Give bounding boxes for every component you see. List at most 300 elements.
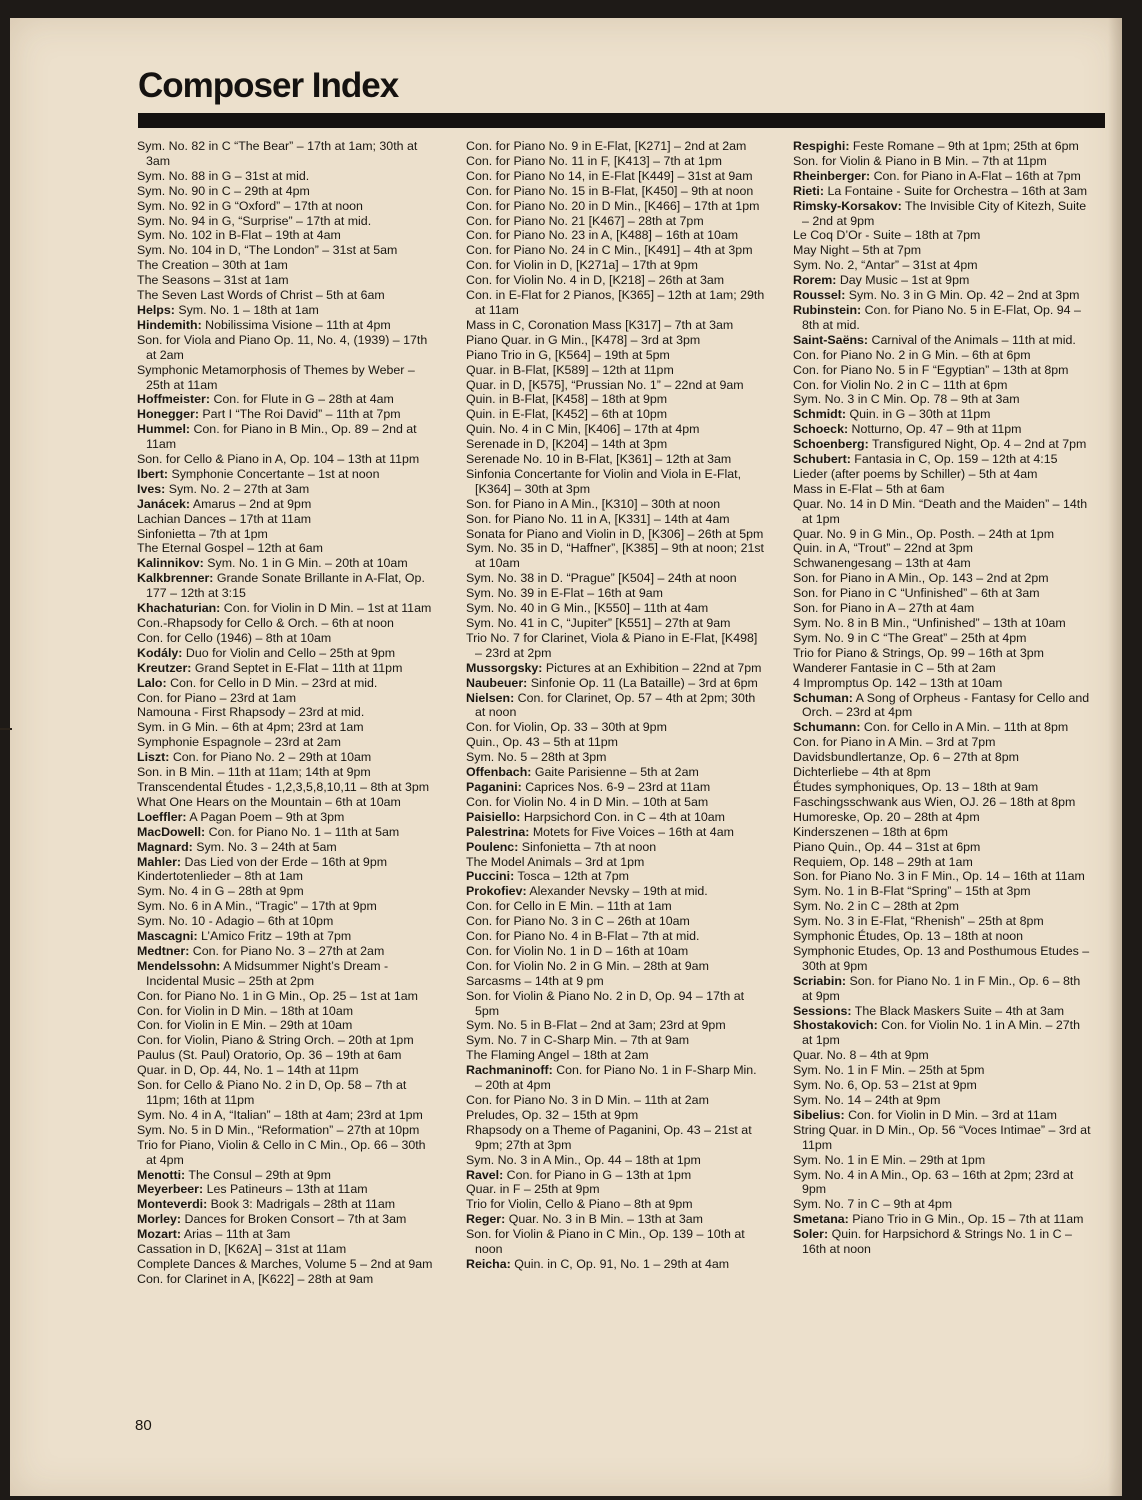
index-entry — [793, 303, 1093, 333]
index-entry — [793, 169, 1093, 184]
index-entry — [137, 780, 437, 795]
index-entry — [466, 616, 766, 631]
index-entry — [137, 691, 437, 706]
work-listing: Motets for Five Voices – 16th at 4am — [532, 824, 734, 839]
work-listing: Symphonie Concertante – 1st at noon — [171, 466, 380, 481]
index-entry — [793, 437, 1093, 452]
work-listing: Les Patineurs – 13th at 11am — [206, 1182, 368, 1197]
index-entry — [137, 959, 437, 989]
index-entry — [793, 869, 1093, 884]
work-listing: Sym. No. 1 in E Min. – 29th at 1pm — [793, 1152, 986, 1167]
work-listing: Sym. No. 3 in G Min. Op. 42 – 2nd at 3pm — [848, 288, 1080, 303]
work-listing: Trio for Piano, Violin & Cello in C Min., Op. 66 – 30th at 4pm — [137, 1137, 426, 1167]
work-listing: Serenade No. 10 in B-Flat, [K361] – 12th at 3am — [466, 452, 732, 467]
work-listing: Sym. No. 2 in C – 28th at 2pm — [793, 899, 959, 914]
work-listing: Son. for Piano in A – 27th at 4am — [793, 601, 975, 616]
work-listing: Faschingsschwank aus Wien, OJ. 26 – 18th at 8pm — [793, 794, 1076, 809]
index-entry — [137, 914, 437, 929]
work-listing: Con. for Cello in D Min. – 23rd at mid. — [170, 675, 378, 690]
index-entry — [466, 527, 766, 542]
work-listing: A Song of Orpheus - Fantasy for Cello and Orch. – 23rd at 4pm — [802, 690, 1090, 720]
composer-name: Schoeck: — [793, 422, 849, 437]
index-entry — [793, 944, 1093, 974]
work-listing: Mass in E-Flat – 5th at 6am — [793, 481, 945, 496]
index-entry — [137, 765, 437, 780]
index-entry — [137, 989, 437, 1004]
composer-name: Ibert: — [137, 466, 168, 481]
index-entry — [466, 497, 766, 512]
work-listing: Son. for Piano in C “Unfinished” – 6th at 3am — [793, 586, 1040, 601]
composer-name: Sibelius: — [793, 1107, 845, 1122]
index-entry — [466, 258, 766, 273]
work-listing: Con. for Violin No. 4 in D Min. – 10th at 5am — [466, 794, 709, 809]
index-entry — [793, 884, 1093, 899]
composer-name: Scriabin: — [793, 973, 847, 988]
work-listing: Sym. No. 92 in G “Oxford” – 17th at noon — [137, 198, 363, 213]
index-entry — [137, 869, 437, 884]
work-listing: Quin. No. 4 in C Min, [K406] – 17th at 4pm — [466, 422, 700, 437]
index-entry — [793, 1168, 1093, 1198]
index-entry — [466, 1212, 766, 1227]
composer-name: Liszt: — [137, 750, 170, 765]
composer-name: Hoffmeister: — [137, 392, 210, 407]
index-entry — [466, 691, 766, 721]
work-listing: Con. for Piano in B Min., Op. 89 – 2nd at 11am — [146, 422, 417, 452]
work-listing: Études symphoniques, Op. 13 – 18th at 9am — [793, 779, 1039, 794]
index-entry — [137, 467, 437, 482]
page-edge-shadow — [1108, 18, 1122, 1496]
index-entry — [137, 884, 437, 899]
work-listing: Quin. in E-Flat, [K452] – 6th at 10pm — [466, 407, 668, 422]
composer-name: Rubinstein: — [793, 302, 862, 317]
index-entry — [137, 169, 437, 184]
composer-name: Soler: — [793, 1227, 829, 1242]
index-entry — [466, 1153, 766, 1168]
work-listing: Con. for Piano No. 1 in G Min., Op. 25 – 1st at 1am — [137, 988, 418, 1003]
work-listing: Con. for Piano No. 3 – 27th at 2am — [192, 943, 385, 958]
composer-name: Khachaturian: — [137, 601, 221, 616]
work-listing: Con. for Violin in E Min. – 29th at 10am — [137, 1018, 353, 1033]
work-listing: Preludes, Op. 32 – 15th at 9pm — [466, 1107, 639, 1122]
index-entry — [137, 392, 437, 407]
composer-name: Offenbach: — [466, 765, 532, 780]
work-listing: L’Amico Fritz – 19th at 7pm — [201, 929, 352, 944]
work-listing: Sym. No. 40 in G Min., [K550] – 11th at 4am — [466, 601, 709, 616]
composer-name: Hindemith: — [137, 317, 202, 332]
composer-name: Smetana: — [793, 1212, 849, 1227]
index-entry — [793, 497, 1093, 527]
work-listing: Son. for Violin & Piano in B Min. – 7th at 11pm — [793, 153, 1047, 168]
index-entry — [793, 288, 1093, 303]
index-column-1 — [137, 139, 437, 1287]
index-entry — [137, 1257, 437, 1272]
composer-name: Rheinberger: — [793, 168, 871, 183]
composer-name: Loeffler: — [137, 809, 187, 824]
work-listing: Part I “The Roi David” – 11th at 7pm — [202, 407, 401, 422]
index-entry — [137, 363, 437, 393]
work-listing: Wanderer Fantasie in C – 5th at 2am — [793, 660, 996, 675]
index-entry — [137, 661, 437, 676]
work-listing: Son. for Piano No. 11 in A, [K331] – 14th at 4am — [466, 511, 730, 526]
work-listing: Con. for Piano No. 5 in E-Flat, Op. 94 – 8th at mid. — [802, 302, 1081, 332]
composer-name: Kodály: — [137, 645, 183, 660]
work-listing: Sym. No. 3 in A Min., Op. 44 – 18th at 1pm — [466, 1152, 701, 1167]
work-listing: Feste Romane – 9th at 1pm; 25th at 6pm — [852, 139, 1079, 153]
composer-name: Schumann: — [793, 720, 861, 735]
work-listing: Quar. No. 9 in G Min., Op. Posth. – 24th at 1pm — [793, 526, 1055, 541]
work-listing: Con. for Piano No. 23 in A, [K488] – 16th at 10am — [466, 228, 739, 243]
work-listing: The Consul – 29th at 9pm — [188, 1167, 331, 1182]
work-listing: Sym. No. 1 – 18th at 1am — [178, 302, 319, 317]
index-entry — [137, 1197, 437, 1212]
work-listing: Sym. No. 41 in C, “Jupiter” [K551] – 27th at 9am — [466, 616, 731, 630]
work-listing: Con. for Piano No. 2 in G Min. – 6th at 6pm — [793, 347, 1031, 362]
work-listing: The Flaming Angel – 18th at 2am — [466, 1048, 649, 1063]
index-entry — [466, 765, 766, 780]
index-entry — [137, 452, 437, 467]
work-listing: Gaite Parisienne – 5th at 2am — [534, 765, 699, 780]
index-entry — [137, 422, 437, 452]
work-listing: Son. for Piano in A Min., Op. 143 – 2nd at 2pm — [793, 571, 1049, 586]
work-listing: Lieder (after poems by Schiller) – 5th at 4am — [793, 466, 1038, 481]
index-entry — [793, 646, 1093, 661]
composer-name: Honegger: — [137, 407, 199, 422]
composer-name: Schmidt: — [793, 407, 847, 422]
work-listing: Das Lied von der Erde – 16th at 9pm — [184, 854, 388, 869]
index-entry — [466, 750, 766, 765]
index-entry — [137, 139, 437, 169]
work-listing: Sym. No. 104 in D, “The London” – 31st at 5am — [137, 243, 398, 258]
index-entry — [137, 228, 437, 243]
index-entry — [793, 258, 1093, 273]
index-entry — [466, 601, 766, 616]
composer-name: Kalinnikov: — [137, 556, 204, 571]
index-entry — [793, 333, 1093, 348]
margin-tick — [0, 728, 12, 730]
work-listing: Complete Dances & Marches, Volume 5 – 2nd at 9am — [137, 1256, 433, 1271]
work-listing: Book 3: Madrigals – 28th at 11am — [210, 1197, 396, 1212]
index-entry — [466, 571, 766, 586]
work-listing: Con. for Piano No. 1 in F-Sharp Min. – 20th at 4pm — [475, 1063, 757, 1093]
index-entry — [793, 482, 1093, 497]
index-entry — [466, 929, 766, 944]
work-listing: Transfigured Night, Op. 4 – 2nd at 7pm — [871, 437, 1087, 452]
work-listing: Con. for Violin No. 4 in D, [K218] – 26th at 3am — [466, 273, 725, 288]
composer-name: Palestrina: — [466, 824, 530, 839]
work-listing: Sym. in G Min. – 6th at 4pm; 23rd at 1am — [137, 720, 364, 735]
work-listing: Con. for Piano No. 20 in D Min., [K466] – 17th at 1pm — [466, 198, 760, 213]
work-listing: Con. for Violin in D, [K271a] – 17th at 9pm — [466, 258, 698, 273]
index-entry — [466, 855, 766, 870]
composer-name: Paganini: — [466, 779, 522, 794]
index-entry — [793, 1063, 1093, 1078]
work-listing: Piano Quin., Op. 44 – 31st at 6pm — [793, 839, 981, 854]
work-listing: Sym. No. 3 in E-Flat, “Rhenish” – 25th at 8pm — [793, 914, 1044, 929]
index-entry — [466, 541, 766, 571]
work-listing: Con. for Violin, Op. 33 – 30th at 9pm — [466, 720, 667, 735]
work-listing: Duo for Violin and Cello – 25th at 9pm — [185, 645, 396, 660]
index-entry — [137, 482, 437, 497]
index-entry — [137, 601, 437, 616]
composer-name: Hummel: — [137, 422, 191, 437]
index-entry — [137, 1048, 437, 1063]
index-entry — [466, 452, 766, 467]
composer-name: Lalo: — [137, 675, 167, 690]
index-entry — [137, 825, 437, 840]
work-listing: Sym. No. 90 in C – 29th at 4pm — [137, 183, 310, 198]
work-listing: Symphonic Metamorphosis of Themes by Weber – 25th at 11am — [137, 362, 415, 392]
index-entry — [466, 869, 766, 884]
work-listing: Con. for Cello in A Min. – 11th at 8pm — [863, 720, 1069, 735]
work-listing: Sym. No. 7 in C-Sharp Min. – 7th at 9am — [466, 1033, 690, 1048]
composer-name: Reicha: — [466, 1256, 511, 1271]
work-listing: A Midsummer Night’s Dream - Incidental Music – 25th at 2pm — [146, 958, 389, 988]
composer-name: Meyerbeer: — [137, 1182, 204, 1197]
work-listing: Quin. in C, Op. 91, No. 1 – 29th at 4am — [514, 1256, 730, 1271]
index-entry — [466, 944, 766, 959]
work-listing: Con. for Piano No. 4 in B-Flat – 7th at mid. — [466, 929, 700, 944]
index-entry — [137, 407, 437, 422]
work-listing: Quar. in F – 25th at 9pm — [466, 1182, 600, 1197]
work-listing: Con. for Piano No. 3 in D Min. – 11th at 2am — [466, 1093, 709, 1107]
index-entry — [137, 1123, 437, 1138]
index-entry — [137, 750, 437, 765]
work-listing: 4 Impromptus Op. 142 – 13th at 10am — [793, 675, 1003, 690]
composer-name: Mahler: — [137, 854, 182, 869]
work-listing: Sinfonie Op. 11 (La Bataille) – 3rd at 6pm — [530, 675, 758, 690]
index-entry — [466, 333, 766, 348]
index-entry — [793, 1078, 1093, 1093]
index-entry — [137, 676, 437, 691]
index-entry — [137, 318, 437, 333]
index-entry — [466, 959, 766, 974]
index-entry — [137, 333, 437, 363]
index-entry — [466, 676, 766, 691]
index-entry — [137, 944, 437, 959]
index-entry — [466, 1197, 766, 1212]
index-entry — [466, 154, 766, 169]
index-entry — [137, 497, 437, 512]
work-listing: Con. for Violin No. 1 in A Min. – 27th at 1pm — [802, 1018, 1080, 1048]
work-listing: Sym. No. 9 in C “The Great” – 25th at 4pm — [793, 630, 1027, 645]
work-listing: String Quar. in D Min., Op. 56 “Voces Intimae” – 3rd at 11pm — [793, 1122, 1091, 1152]
work-listing: Con. for Violin No. 1 in D – 16th at 10am — [466, 943, 689, 958]
work-listing: Son. for Piano No. 3 in F Min., Op. 14 – 16th at 11am — [793, 869, 1085, 884]
index-entry — [137, 199, 437, 214]
composer-name: Mendelssohn: — [137, 958, 221, 973]
work-listing: Con. for Violin No. 2 in G Min. – 28th at 9am — [466, 958, 709, 973]
index-entry — [466, 422, 766, 437]
index-entry — [793, 154, 1093, 169]
composer-name: Respighi: — [793, 139, 850, 153]
work-listing: The Seven Last Words of Christ – 5th at 6am — [137, 288, 385, 303]
work-listing: Quar. No. 3 in B Min. – 13th at 3am — [508, 1212, 703, 1227]
index-entry — [137, 1078, 437, 1108]
work-listing: What One Hears on the Mountain – 6th at 10am — [137, 794, 401, 809]
work-listing: Son. for Violin & Piano No. 2 in D, Op. 94 – 17th at 5pm — [466, 988, 745, 1018]
work-listing: Sym. No. 82 in C “The Bear” – 17th at 1am; 30th at 3am — [137, 139, 418, 168]
work-listing: Sym. No. 2 – 27th at 3am — [168, 481, 310, 496]
work-listing: Quar. No. 14 in D Min. “Death and the Maiden” – 14th at 1pm — [793, 496, 1088, 526]
composer-name: Schuman: — [793, 690, 853, 705]
index-entry — [137, 571, 437, 601]
composer-name: Shostakovich: — [793, 1018, 878, 1033]
composer-name: Rachmaninoff: — [466, 1063, 553, 1078]
work-listing: Rhapsody on a Theme of Paganini, Op. 43 – 21st at 9pm; 27th at 3pm — [466, 1122, 752, 1152]
index-entry — [137, 899, 437, 914]
index-entry — [466, 661, 766, 676]
index-entry — [137, 1242, 437, 1257]
work-listing: Sym. No. 3 in C Min. Op. 78 – 9th at 3am — [793, 392, 1020, 407]
index-entry — [466, 1123, 766, 1153]
work-listing: Dichterliebe – 4th at 8pm — [793, 765, 931, 780]
work-listing: The Model Animals – 3rd at 1pm — [466, 854, 645, 869]
index-entry — [793, 914, 1093, 929]
work-listing: Paulus (St. Paul) Oratorio, Op. 36 – 19th at 6am — [137, 1048, 402, 1063]
index-entry — [793, 676, 1093, 691]
work-listing: Quar. in D, [K575], “Prussian No. 1” – 22nd at 9am — [466, 377, 744, 392]
work-listing: Sym. No. 6, Op. 53 – 21st at 9pm — [793, 1078, 977, 1093]
index-entry — [793, 720, 1093, 735]
index-entry — [793, 616, 1093, 631]
work-listing: Piano Quar. in G Min., [K478] – 3rd at 3pm — [466, 332, 701, 347]
work-listing: The Invisible City of Kitezh, Suite – 2nd at 9pm — [802, 198, 1087, 228]
composer-name: Mussorgsky: — [466, 660, 543, 675]
work-listing: Con. for Piano No. 15 in B-Flat, [K450] – 9th at noon — [466, 183, 754, 198]
work-listing: Con.-Rhapsody for Cello & Orch. – 6th at noon — [137, 616, 394, 630]
index-entry — [137, 735, 437, 750]
index-entry — [137, 1004, 437, 1019]
index-entry — [793, 1108, 1093, 1123]
index-entry — [137, 512, 437, 527]
work-listing: Con. for Piano in G – 13th at 1pm — [506, 1167, 692, 1182]
index-entry — [793, 750, 1093, 765]
work-listing: Symphonie Espagnole – 23rd at 2am — [137, 735, 341, 750]
composer-name: Ives: — [137, 481, 166, 496]
work-listing: Sym. No. 35 in D, “Haffner”, [K385] – 9th at noon; 21st at 10am — [466, 541, 764, 571]
work-listing: Con. for Piano No. 11 in F, [K413] – 7th at 1pm — [466, 153, 722, 168]
index-entry — [466, 1168, 766, 1183]
index-entry — [466, 884, 766, 899]
index-entry — [793, 795, 1093, 810]
work-listing: Sym. No. 5 – 28th at 3pm — [466, 750, 607, 765]
magazine-page — [10, 18, 1122, 1496]
index-entry — [137, 288, 437, 303]
index-entry — [793, 378, 1093, 393]
composer-name: Rorem: — [793, 273, 837, 288]
index-entry — [466, 512, 766, 527]
work-listing: Sinfonietta – 7th at 1pm — [137, 526, 268, 541]
work-listing: Grand Septet in E-Flat – 11th at 11pm — [194, 660, 403, 675]
work-listing: Trio No. 7 for Clarinet, Viola & Piano in E-Flat, [K498] – 23rd at 2pm — [466, 630, 758, 660]
index-entry — [137, 1138, 437, 1168]
work-listing: Con. in E-Flat for 2 Pianos, [K365] – 12th at 1am; 29th at 11am — [466, 288, 765, 317]
index-entry — [793, 422, 1093, 437]
index-entry — [137, 1227, 437, 1242]
index-entry — [137, 258, 437, 273]
work-listing: Quar. No. 8 – 4th at 9pm — [793, 1048, 929, 1063]
work-listing: Sym. No. 14 – 24th at 9pm — [793, 1093, 941, 1107]
work-listing: Con. for Piano No. 2 – 29th at 10am — [172, 750, 372, 765]
index-entry — [466, 810, 766, 825]
index-entry — [466, 1048, 766, 1063]
work-listing: Quin., Op. 43 – 5th at 11pm — [466, 735, 618, 750]
index-entry — [466, 631, 766, 661]
index-entry — [793, 273, 1093, 288]
index-entry — [793, 735, 1093, 750]
index-entry — [466, 467, 766, 497]
index-entry — [793, 899, 1093, 914]
work-listing: Alexander Nevsky – 19th at mid. — [529, 884, 708, 899]
index-entry — [793, 1227, 1093, 1257]
index-entry — [793, 541, 1093, 556]
index-entry — [793, 855, 1093, 870]
work-listing: Con. for Piano No. 1 – 11th at 5am — [208, 824, 400, 839]
index-entry — [466, 780, 766, 795]
work-listing: Sym. No. 10 - Adagio – 6th at 10pm — [137, 914, 334, 929]
composer-name: Rieti: — [793, 183, 824, 198]
work-listing: Con. for Piano No. 21 [K467] – 28th at 7pm — [466, 213, 704, 228]
index-entry — [137, 1063, 437, 1078]
index-entry — [137, 631, 437, 646]
composer-name: Mozart: — [137, 1227, 182, 1242]
composer-name: Schubert: — [793, 452, 851, 467]
work-listing: Quin. in B-Flat, [K458] – 18th at 9pm — [466, 392, 668, 407]
index-entry — [466, 407, 766, 422]
work-listing: Sym. No. 5 in D Min., “Reformation” – 27th at 10pm — [137, 1122, 420, 1137]
index-entry — [466, 378, 766, 393]
work-listing: Sym. No. 38 in D. “Prague” [K504] – 24th at noon — [466, 571, 737, 586]
index-entry — [466, 363, 766, 378]
composer-name: Kreutzer: — [137, 660, 192, 675]
index-entry — [466, 318, 766, 333]
composer-name: Prokofiev: — [466, 884, 527, 899]
work-listing: Sym. No. 1 in F Min. – 25th at 5pm — [793, 1063, 985, 1078]
index-entry — [466, 914, 766, 929]
index-entry — [137, 527, 437, 542]
index-entry — [137, 243, 437, 258]
composer-name: Naubeuer: — [466, 675, 528, 690]
composer-name: Schoenberg: — [793, 437, 869, 452]
index-entry — [793, 392, 1093, 407]
index-entry — [793, 1018, 1093, 1048]
work-listing: Symphonic Études, Op. 13 – 18th at noon — [793, 929, 1024, 944]
work-listing: Con. for Piano No. 3 in C – 26th at 10am — [466, 914, 690, 929]
work-listing: The Black Maskers Suite – 4th at 3am — [854, 1003, 1065, 1018]
index-entry — [137, 840, 437, 855]
index-entry — [793, 348, 1093, 363]
work-listing: Lachian Dances – 17th at 11am — [137, 511, 312, 526]
work-listing: Sym. No. 102 in B-Flat – 19th at 4am — [137, 228, 341, 243]
work-listing: Harpsichord Con. in C – 4th at 10am — [523, 809, 725, 824]
index-entry — [793, 825, 1093, 840]
work-listing: Le Coq D’Or - Suite – 18th at 7pm — [793, 228, 981, 243]
index-entry — [466, 720, 766, 735]
work-listing: Sonata for Piano and Violin in D, [K306] – 26th at 5pm — [466, 526, 764, 541]
index-entry — [793, 571, 1093, 586]
composer-name: Poulenc: — [466, 839, 519, 854]
index-entry — [466, 974, 766, 989]
index-entry — [466, 1033, 766, 1048]
work-listing: Quin. in G – 30th at 11pm — [849, 407, 991, 422]
work-listing: Notturno, Op. 47 – 9th at 11pm — [851, 422, 1022, 437]
work-listing: Sym. No. 4 in A, “Italian” – 18th at 4am; 23rd at 1pm — [137, 1107, 423, 1122]
work-listing: Requiem, Op. 148 – 29th at 1am — [793, 854, 973, 869]
composer-name: Helps: — [137, 302, 175, 317]
index-entry — [137, 810, 437, 825]
composer-name: Sessions: — [793, 1003, 852, 1018]
index-entry — [466, 199, 766, 214]
